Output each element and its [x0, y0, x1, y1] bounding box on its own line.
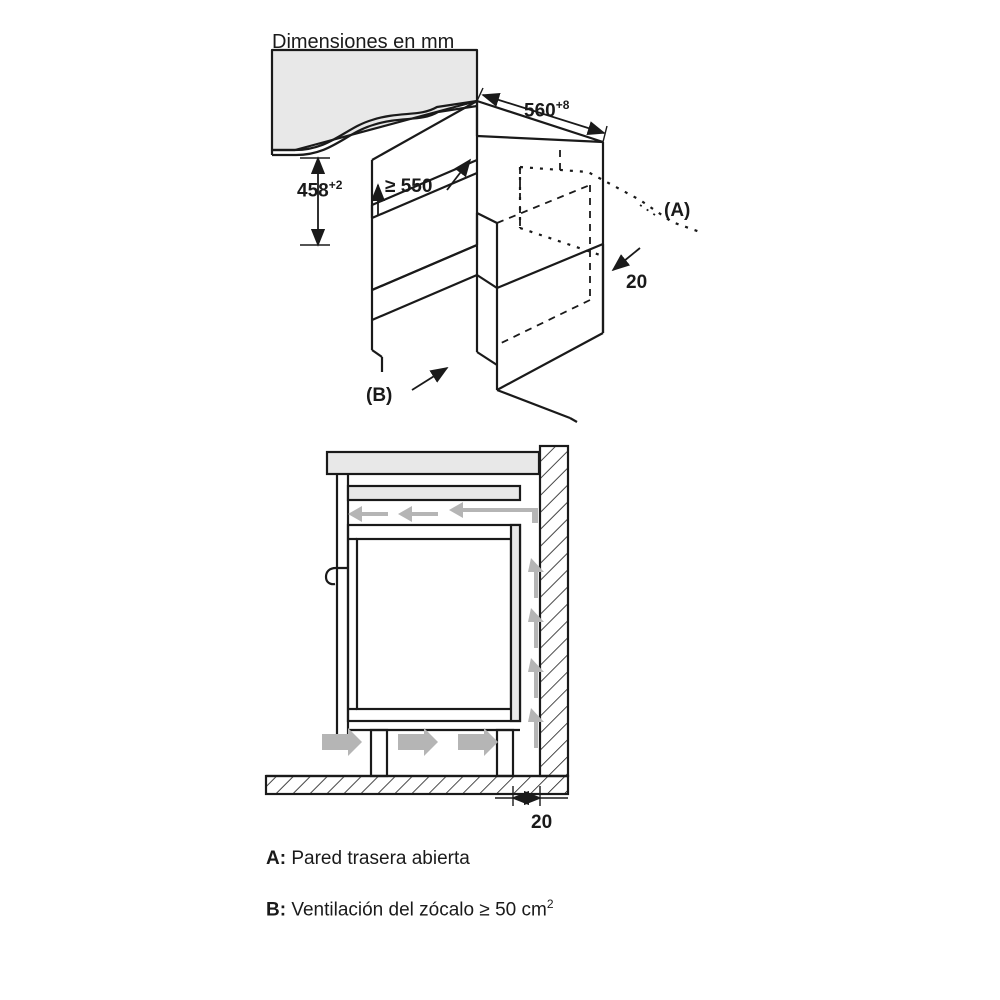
cabinet-niche [372, 101, 603, 390]
dimension-label-rear-gap-20: 20 [626, 272, 648, 293]
appliance-body [348, 525, 520, 721]
side-worktop [327, 452, 539, 474]
legend-superscript-b: 2 [546, 897, 554, 911]
diagram-title: Dimensiones en mm [272, 31, 455, 53]
cabinet-side-panel [337, 474, 348, 740]
dimension-label-height-458: $458^{+2}$ [297, 178, 343, 202]
legend-item-a [266, 848, 470, 870]
dimension-label-width-560: $560^{+8}$ [524, 98, 570, 122]
cabinet-top-rail [348, 486, 520, 500]
legend-text-b: Ventilación del zócalo ≥ 50 cm [291, 899, 547, 921]
worktop-slab [272, 50, 477, 155]
dimension-label-depth-550: ≥ 550 [385, 176, 433, 197]
legend-key-b: B: [266, 899, 287, 921]
side-section-view [266, 446, 568, 806]
legend-item-b [266, 897, 554, 921]
plinth-feet [348, 730, 520, 776]
dimension-label-plinth-20: 20 [531, 812, 553, 833]
floor [266, 776, 568, 794]
legend-key-a: A: [266, 848, 287, 869]
callout-b-arrow [412, 368, 447, 390]
legend-text-a: Pared trasera abierta [291, 848, 470, 869]
rear-wall [540, 446, 568, 776]
appliance-hidden-outline [497, 150, 590, 345]
callout-label-a: (A) [664, 200, 691, 221]
callout-a-leader [640, 205, 655, 215]
floor-line-right [497, 390, 577, 422]
callout-label-b: (B) [366, 385, 393, 406]
dimension-rear-gap-20 [613, 248, 640, 270]
top-isometric-view [272, 50, 700, 422]
